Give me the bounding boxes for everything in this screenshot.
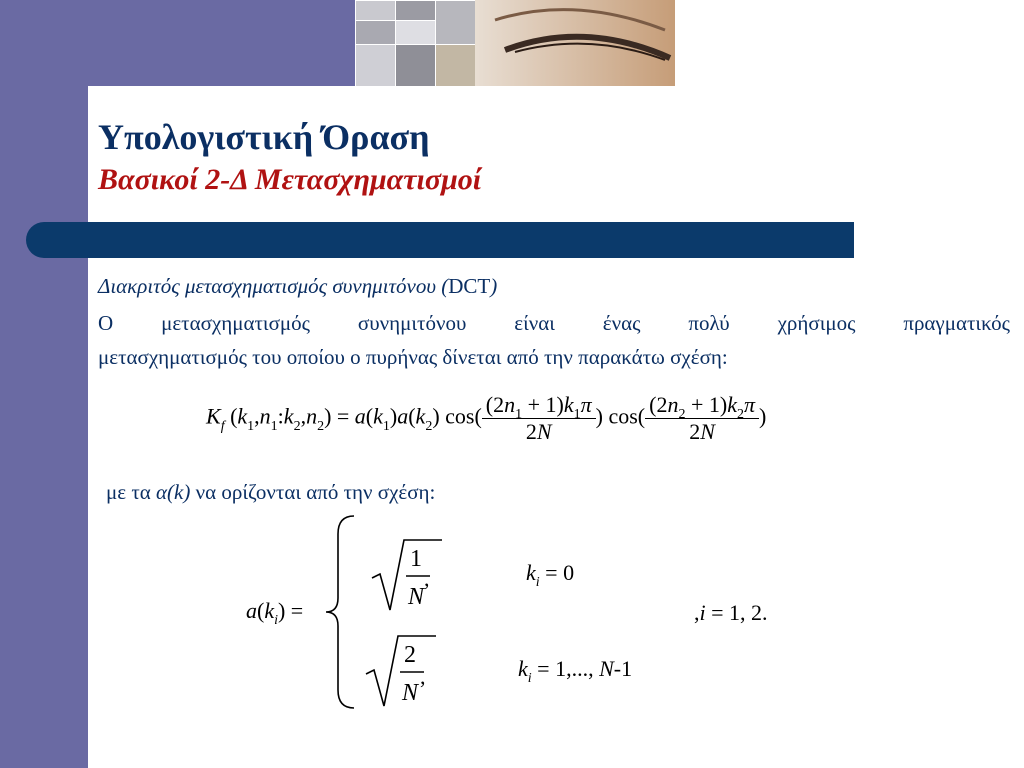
definition-note-symbol: α(k) [156,480,191,504]
sqrt-2-over-n-icon [364,632,444,712]
sqrt-1-over-n-icon [370,536,450,616]
definition-note-prefix: με τα [106,480,157,504]
left-brace-icon [322,514,362,710]
svg-text:2: 2 [404,642,416,668]
definition-note-suffix: να ορίζονται από την σχέση: [190,480,436,504]
eye-icon [475,0,675,86]
section-heading-close: ) [490,274,498,298]
page-subtitle: Βασικοί 2-Δ Μετασχηματισμοί [98,163,482,196]
paragraph-line-1: Ο μετασχηματισμός συνημιτόνου είναι ένας πολύ χρήσιμος πραγματικός [98,311,1010,335]
svg-text:N: N [402,680,419,706]
top-band [0,0,355,86]
section-heading [98,274,497,299]
case-2-condition: $k_i = 1$,..., N-1 [518,656,633,686]
svg-text:N: N [408,584,425,610]
section-heading-abbr: DCT [448,274,491,298]
description-paragraph [98,306,1010,374]
header-banner-image [355,0,675,86]
svg-text:1: 1 [410,546,422,572]
case-1-condition: $k_i = 0$ [526,560,575,590]
ak-lhs: $a(k_i)$ = [246,598,304,628]
definition-note [106,480,435,505]
paragraph-line-2: μετασχηματισμός του οποίου ο πυρήνας δίνεται από την παρακάτω σχέση: [98,345,728,369]
title-divider-bar [26,222,854,258]
section-heading-text: Διακριτός μετασχηματισμός συνημιτόνου ( [98,274,449,298]
side-band [0,0,88,768]
comma-1: , [424,566,430,591]
comma-2: , [420,664,426,689]
dct-kernel-formula: $K_f$ $(k_1,n_1:k_2,n_2) = a(k_1)a(k_2)$ cos( $\frac{(2n_1 + 1)k_1\pi}{2N}$ ) cos( $\frac{(2n_2 + 1)k_2\pi}{2N}$ ) [206,392,767,444]
page-title: Υπολογιστική Όραση [98,117,430,157]
index-range: ,i = 1, 2. [694,600,768,625]
